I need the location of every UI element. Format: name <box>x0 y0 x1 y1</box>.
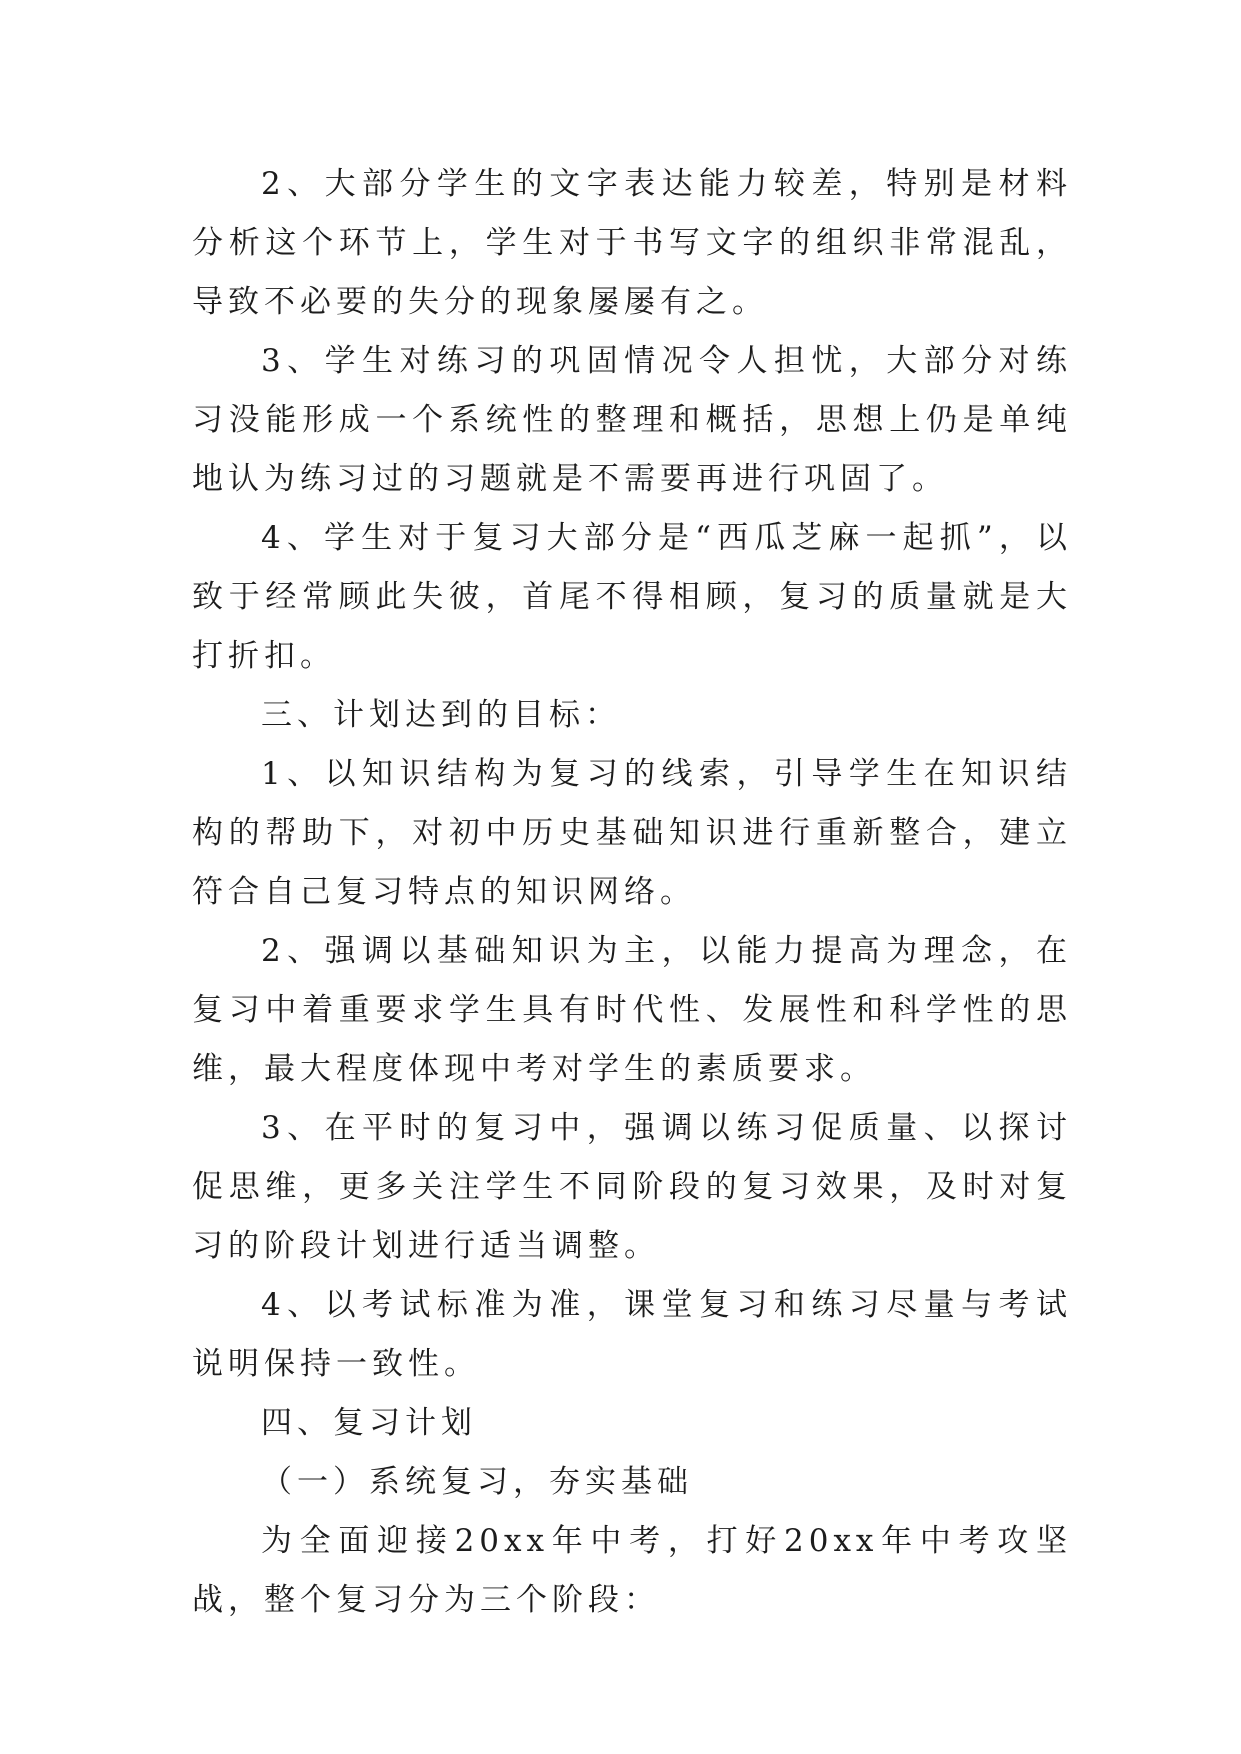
paragraph-weak-writing: 2、大部分学生的文字表达能力较差，特别是材料分析这个环节上，学生对于书写文字的组织非常混乱，导致不必要的失分的现象屡屡有之。 <box>192 166 1072 320</box>
document-body <box>192 155 1072 1630</box>
section-heading-review-plan: 四、复习计划 <box>261 1405 477 1441</box>
paragraph-review-focus: 4、学生对于复习大部分是“西瓜芝麻一起抓”，以致于经常顾此失彼，首尾不得相顾，复习的质量就是大打折扣。 <box>192 520 1072 674</box>
paragraph-three-stages: 为全面迎接20xx年中考，打好20xx年中考攻坚战，整个复习分为三个阶段： <box>192 1523 1072 1618</box>
section-heading-goals: 三、计划达到的目标： <box>261 697 621 733</box>
paragraph-goal-knowledge-structure: 1、以知识结构为复习的线索，引导学生在知识结构的帮助下，对初中历史基础知识进行重新整合，建立符合自己复习特点的知识网络。 <box>192 756 1072 910</box>
subheading-systematic-review: （一）系统复习，夯实基础 <box>261 1464 693 1500</box>
paragraph-goal-practice-quality: 3、在平时的复习中，强调以练习促质量、以探讨促思维，更多关注学生不同阶段的复习效果，及时对复习的阶段计划进行适当调整。 <box>192 1110 1072 1264</box>
paragraph-practice-consolidation: 3、学生对练习的巩固情况令人担忧，大部分对练习没能形成一个系统性的整理和概括，思想上仍是单纯地认为练习过的习题就是不需要再进行巩固了。 <box>192 343 1072 497</box>
paragraph-goal-exam-standard: 4、以考试标准为准，课堂复习和练习尽量与考试说明保持一致性。 <box>192 1287 1072 1382</box>
paragraph-goal-basic-knowledge: 2、强调以基础知识为主，以能力提高为理念，在复习中着重要求学生具有时代性、发展性和科学性的思维，最大程度体现中考对学生的素质要求。 <box>192 933 1072 1087</box>
